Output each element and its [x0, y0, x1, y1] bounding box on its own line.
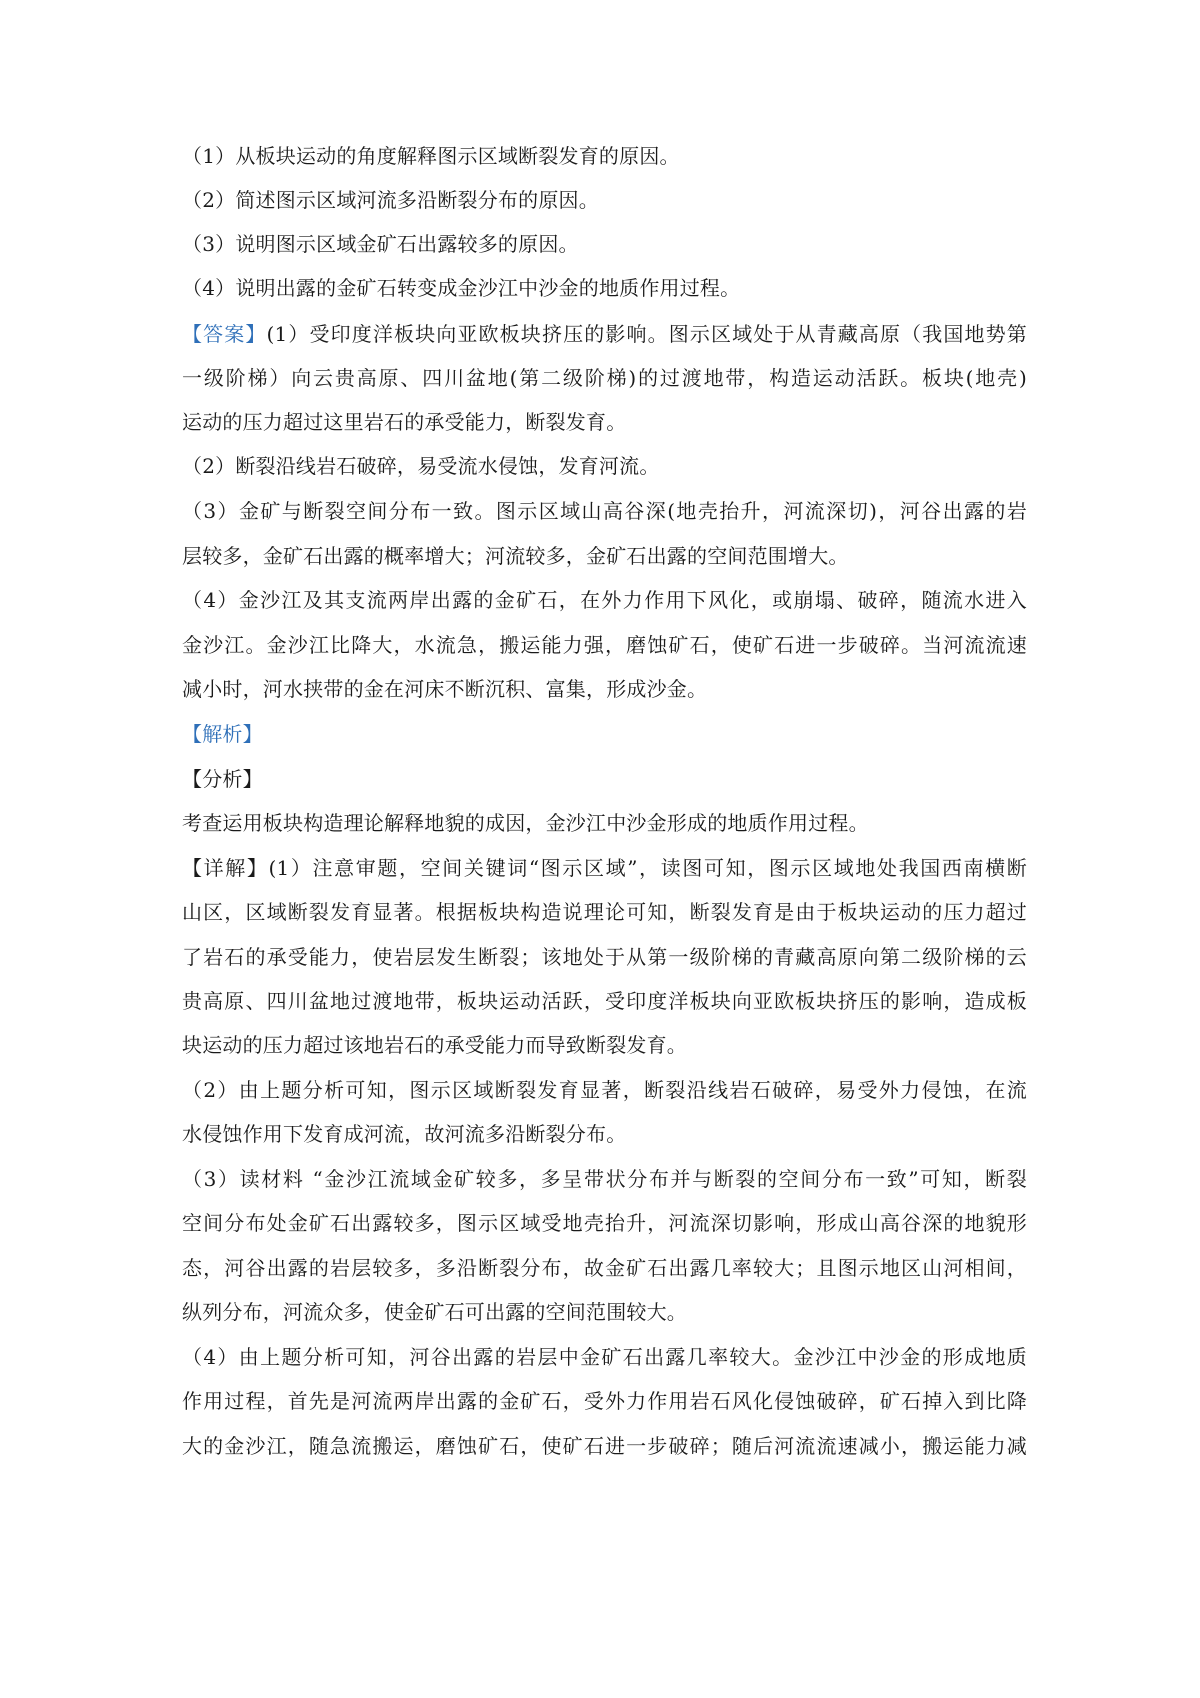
- answer-line: [182, 312, 1027, 356]
- detail-line: （3）读材料 “金沙江流域金矿较多，多呈带状分布并与断裂的空间分布一致”可知，断裂: [182, 1167, 1027, 1191]
- fenxi-text: 考查运用板块构造理论解释地貌的成因，金沙江中沙金形成的地质作用过程。: [182, 811, 869, 835]
- answer-tag: 【答案】: [182, 322, 267, 346]
- detail-line: 水侵蚀作用下发育成河流，故河流多沿断裂分布。: [182, 1122, 627, 1146]
- answer-line: 一级阶梯）向云贵高原、四川盆地(第二级阶梯)的过渡地带，构造运动活跃。板块(地壳): [182, 366, 1027, 390]
- fenxi-tag: 【分析】: [182, 767, 263, 791]
- detail-line: 大的金沙江，随急流搬运，磨蚀矿石，使矿石进一步破碎；随后河流流速减小，搬运能力减: [182, 1434, 1027, 1458]
- detail-line: 纵列分布，河流众多，使金矿石可出露的空间范围较大。: [182, 1300, 687, 1324]
- question-3: （3）说明图示区域金矿石出露较多的原因。: [182, 232, 579, 256]
- detail-line: 了岩石的承受能力，使岩层发生断裂；该地处于从第一级阶梯的青藏高原向第二级阶梯的云: [182, 945, 1027, 969]
- answer-text: (1）受印度洋板块向亚欧板块挤压的影响。图示区域处于从青藏高原（我国地势第: [266, 322, 1027, 346]
- question-4: （4）说明出露的金矿石转变成金沙江中沙金的地质作用过程。: [182, 276, 741, 300]
- answer-line: 金沙江。金沙江比降大，水流急，搬运能力强，磨蚀矿石，使矿石进一步破碎。当河流流速: [182, 633, 1027, 657]
- analysis-tag: 【解析】: [182, 722, 263, 746]
- detail-line: （4）由上题分析可知，河谷出露的岩层中金矿石出露几率较大。金沙江中沙金的形成地质: [182, 1345, 1027, 1369]
- question-2: （2）简述图示区域河流多沿断裂分布的原因。: [182, 188, 599, 212]
- detail-tag: 【详解】: [182, 856, 269, 880]
- answer-line: 减小时，河水挟带的金在河床不断沉积、富集，形成沙金。: [182, 677, 708, 701]
- question-1: （1）从板块运动的角度解释图示区域断裂发育的原因。: [182, 144, 680, 168]
- detail-line: 作用过程，首先是河流两岸出露的金矿石，受外力作用岩石风化侵蚀破碎，矿石掉入到比降: [182, 1389, 1027, 1413]
- detail-line: 贵高原、四川盆地过渡地带，板块运动活跃，受印度洋板块向亚欧板块挤压的影响，造成板: [182, 989, 1027, 1013]
- detail-line: [182, 846, 1027, 890]
- detail-text: (1）注意审题，空间关键词“图示区域”，读图可知，图示区域地处我国西南横断: [268, 856, 1027, 880]
- answer-line: 运动的压力超过这里岩石的承受能力，断裂发育。: [182, 410, 627, 434]
- detail-line: （2）由上题分析可知，图示区域断裂发育显著，断裂沿线岩石破碎，易受外力侵蚀，在流: [182, 1078, 1027, 1102]
- detail-line: 态，河谷出露的岩层较多，多沿断裂分布，故金矿石出露几率较大；且图示地区山河相间，: [182, 1256, 1027, 1280]
- answer-line: 层较多，金矿石出露的概率增大；河流较多，金矿石出露的空间范围增大。: [182, 544, 849, 568]
- detail-line: 块运动的压力超过该地岩石的承受能力而导致断裂发育。: [182, 1033, 687, 1057]
- detail-line: 山区，区域断裂发育显著。根据板块构造说理论可知，断裂发育是由于板块运动的压力超过: [182, 900, 1027, 924]
- answer-line: （3）金矿与断裂空间分布一致。图示区域山高谷深(地壳抬升，河流深切)，河谷出露的岩: [182, 499, 1027, 523]
- answer-line: （4）金沙江及其支流两岸出露的金矿石，在外力作用下风化，或崩塌、破碎，随流水进入: [182, 588, 1027, 612]
- answer-line: （2）断裂沿线岩石破碎，易受流水侵蚀，发育河流。: [182, 454, 660, 478]
- detail-line: 空间分布处金矿石出露较多，图示区域受地壳抬升，河流深切影响，形成山高谷深的地貌形: [182, 1211, 1027, 1235]
